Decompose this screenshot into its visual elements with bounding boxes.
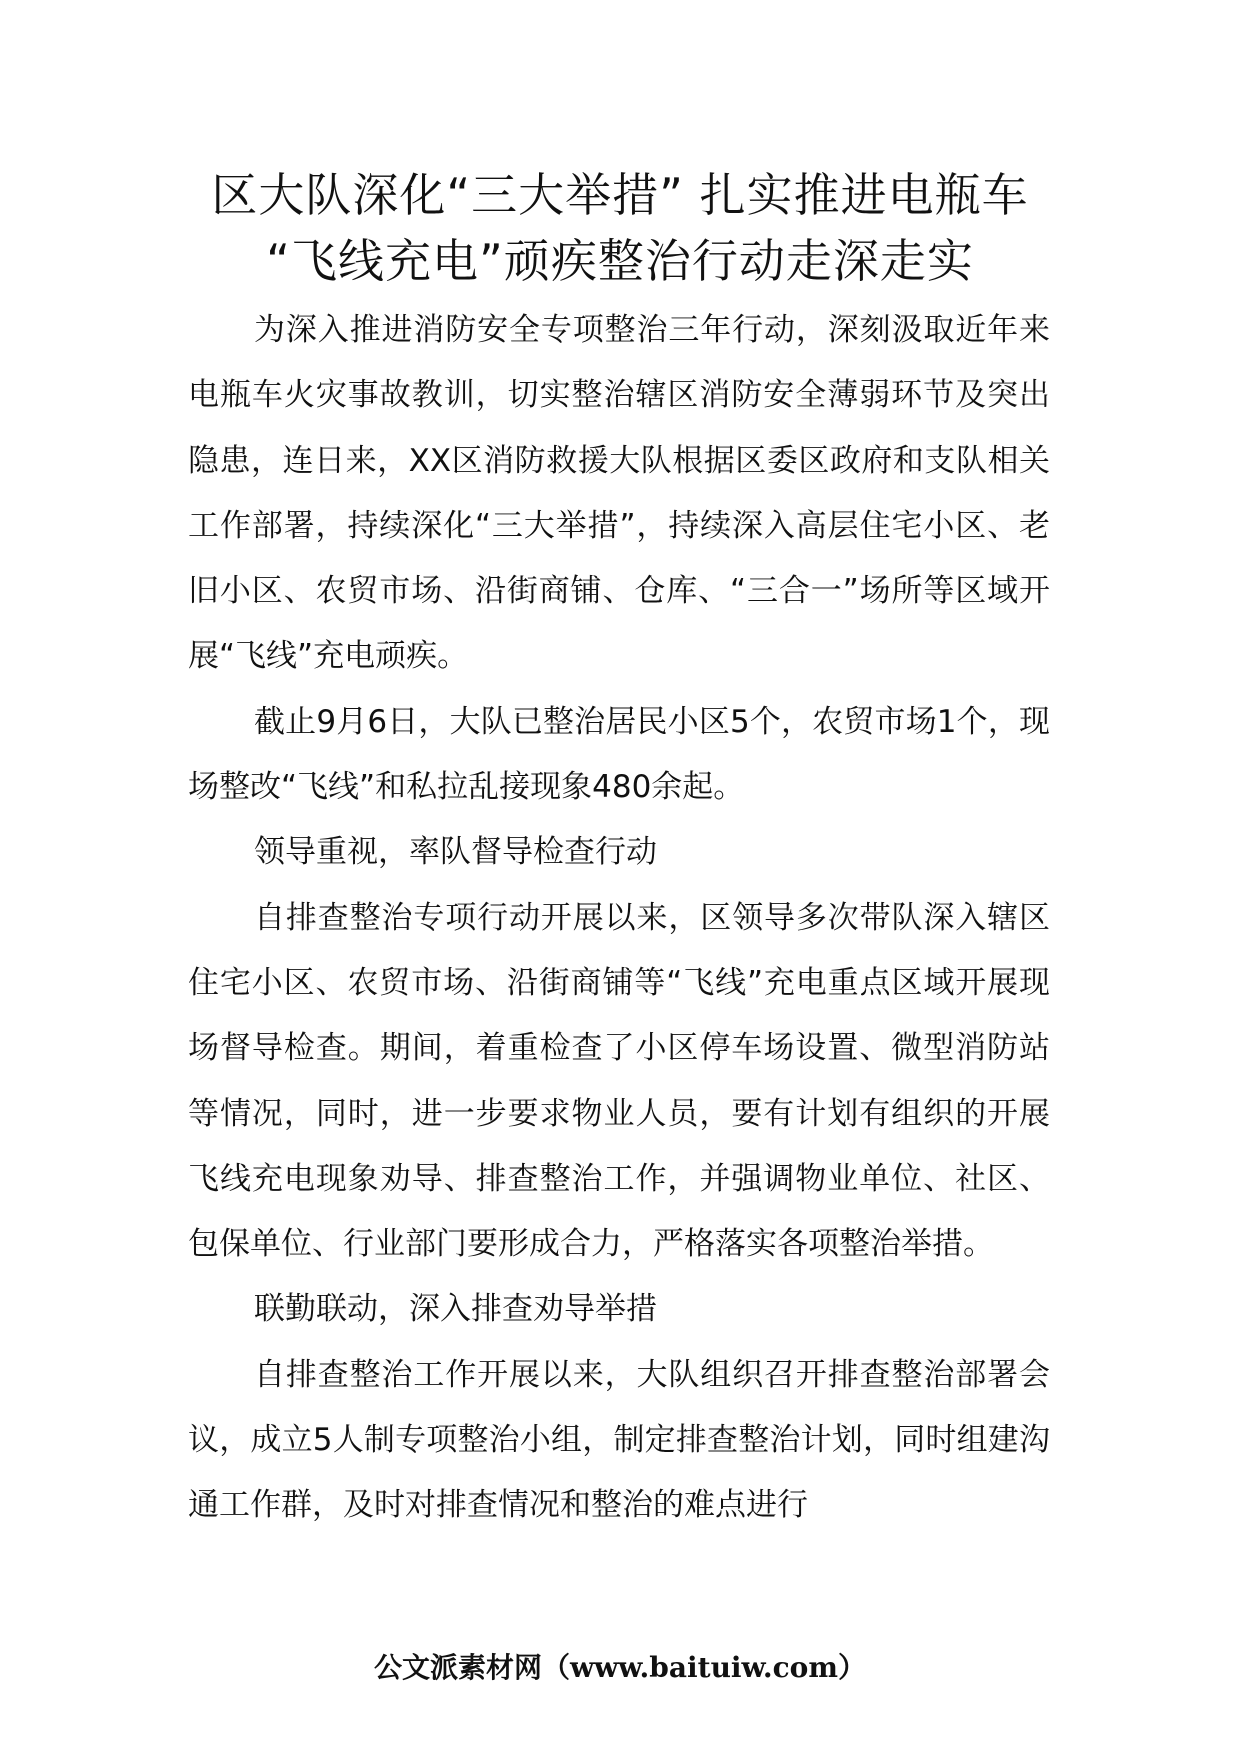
title-line-2: “飞线充电”顽疾整治行动走深走实	[266, 234, 974, 288]
document-body	[188, 298, 1050, 1539]
body-paragraph: 为深入推进消防安全专项整治三年行动，深刻汲取近年来电瓶车火灾事故教训，切实整治辖区消防安全薄弱环节及突出隐患，连日来，XX区消防救援大队根据区委区政府和支队相关工作部署，持续深化“三大举措”，持续深入高层住宅小区、老旧小区、农贸市场、沿街商铺、仓库、“三合一”场所等区域开展“飞线”充电顽疾。	[188, 312, 1050, 675]
body-paragraph: 自排查整治工作开展以来，大队组织召开排查整治部署会议，成立5人制专项整治小组，制定排查整治计划，同时组建沟通工作群，及时对排查情况和整治的难点进行	[188, 1356, 1050, 1524]
document-title	[120, 162, 1120, 294]
title-line-1: 区大队深化“三大举措” 扎实推进电瓶车	[211, 168, 1029, 222]
watermark-footer: 公文派素材网（www.baituiw.com）	[374, 1651, 866, 1684]
body-paragraph: 截止9月6日，大队已整治居民小区5个，农贸市场1个，现场整改“飞线”和私拉乱接现象480余起。	[188, 703, 1050, 806]
section-heading: 领导重视，率队督导检查行动	[254, 834, 657, 871]
section-heading: 联勤联动，深入排查劝导举措	[254, 1291, 657, 1328]
body-paragraph: 自排查整治专项行动开展以来，区领导多次带队深入辖区住宅小区、农贸市场、沿街商铺等“飞线”充电重点区域开展现场督导检查。期间，着重检查了小区停车场设置、微型消防站等情况，同时，进一步要求物业人员，要有计划有组织的开展飞线充电现象劝导、排查整治工作，并强调物业单位、社区、包保单位、行业部门要形成合力，严格落实各项整治举措。	[188, 899, 1050, 1263]
